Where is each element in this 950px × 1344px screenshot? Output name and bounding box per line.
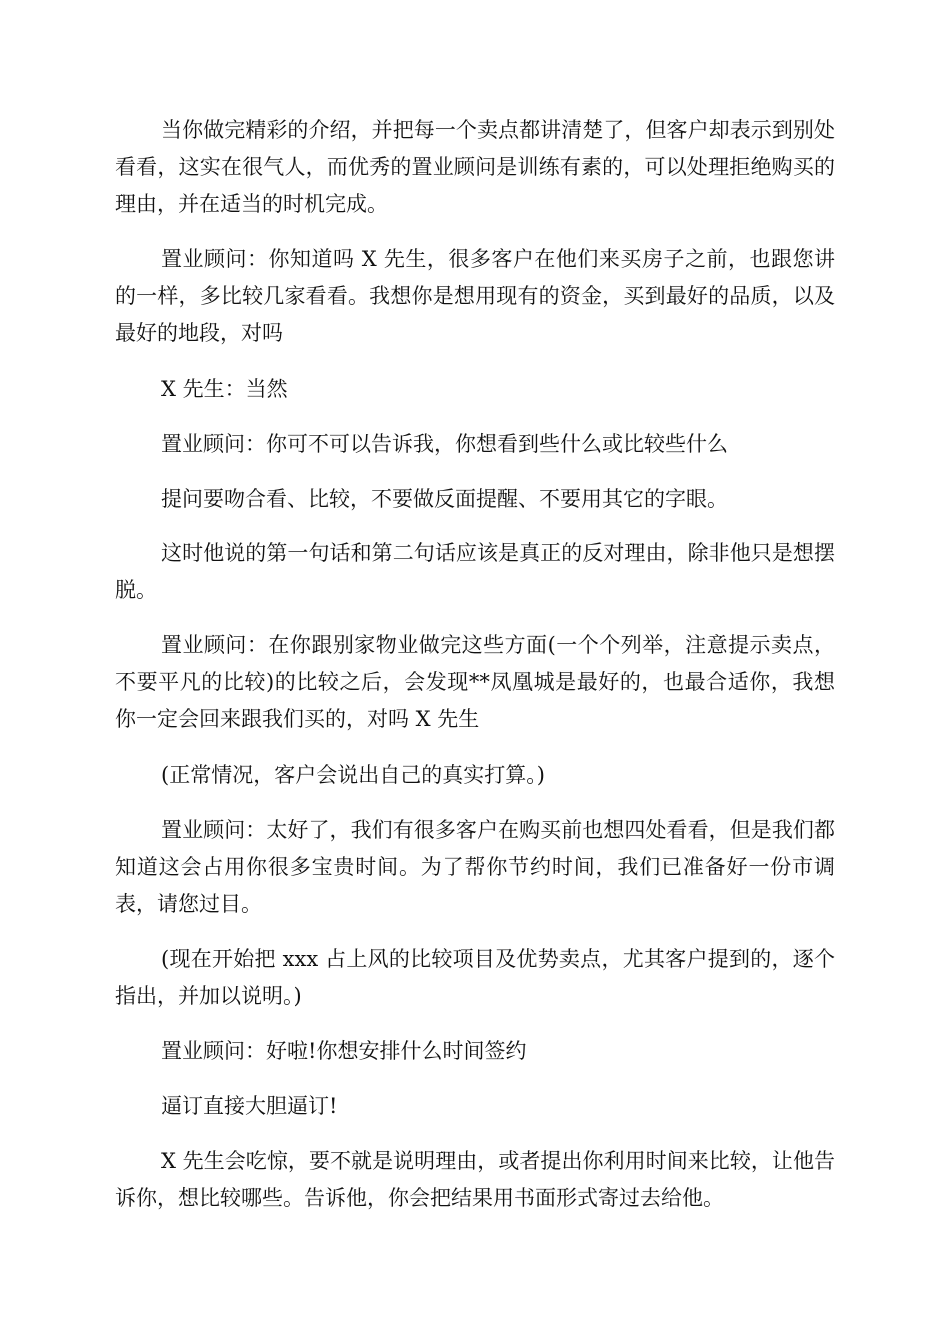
paragraph-3: X 先生：当然 [161, 377, 288, 401]
paragraph-6: 这时他说的第一句话和第二句话应该是真正的反对理由，除非他只是想摆脱。 [115, 541, 835, 602]
paragraph-9: 置业顾问：太好了，我们有很多客户在购买前也想四处看看，但是我们都知道这会占用你很多宝贵时间。为了帮你节约时间，我们已准备好一份市调表，请您过目。 [115, 818, 835, 916]
paragraph-1: 当你做完精彩的介绍，并把每一个卖点都讲清楚了，但客户却表示到别处看看，这实在很气人，而优秀的置业顾问是训练有素的，可以处理拒绝购买的理由，并在适当的时机完成。 [115, 118, 835, 216]
paragraph-4: 置业顾问：你可不可以告诉我，你想看到些什么或比较些什么 [161, 432, 728, 456]
paragraph-2: 置业顾问：你知道吗 X 先生，很多客户在他们来买房子之前，也跟您讲的一样，多比较几家看看。我想你是想用现有的资金，买到最好的品质，以及最好的地段，对吗 [115, 247, 835, 345]
paragraph-11: 置业顾问：好啦!你想安排什么时间签约 [161, 1039, 527, 1063]
paragraph-12: 逼订直接大胆逼订! [161, 1094, 338, 1118]
paragraph-8: (正常情况，客户会说出自己的真实打算。) [161, 763, 545, 787]
paragraph-10: (现在开始把 xxx 占上风的比较项目及优势卖点，尤其客户提到的，逐个指出，并加以说明。) [115, 947, 835, 1008]
paragraph-5: 提问要吻合看、比较，不要做反面提醒、不要用其它的字眼。 [161, 487, 728, 511]
paragraph-13: X 先生会吃惊，要不就是说明理由，或者提出你利用时间来比较，让他告诉你，想比较哪些。告诉他，你会把结果用书面形式寄过去给他。 [115, 1149, 835, 1210]
paragraph-7: 置业顾问：在你跟别家物业做完这些方面(一个个列举，注意提示卖点，不要平凡的比较)的比较之后，会发现**凤凰城是最好的，也最合适你，我想你一定会回来跟我们买的，对吗 X 先生 [115, 633, 835, 731]
